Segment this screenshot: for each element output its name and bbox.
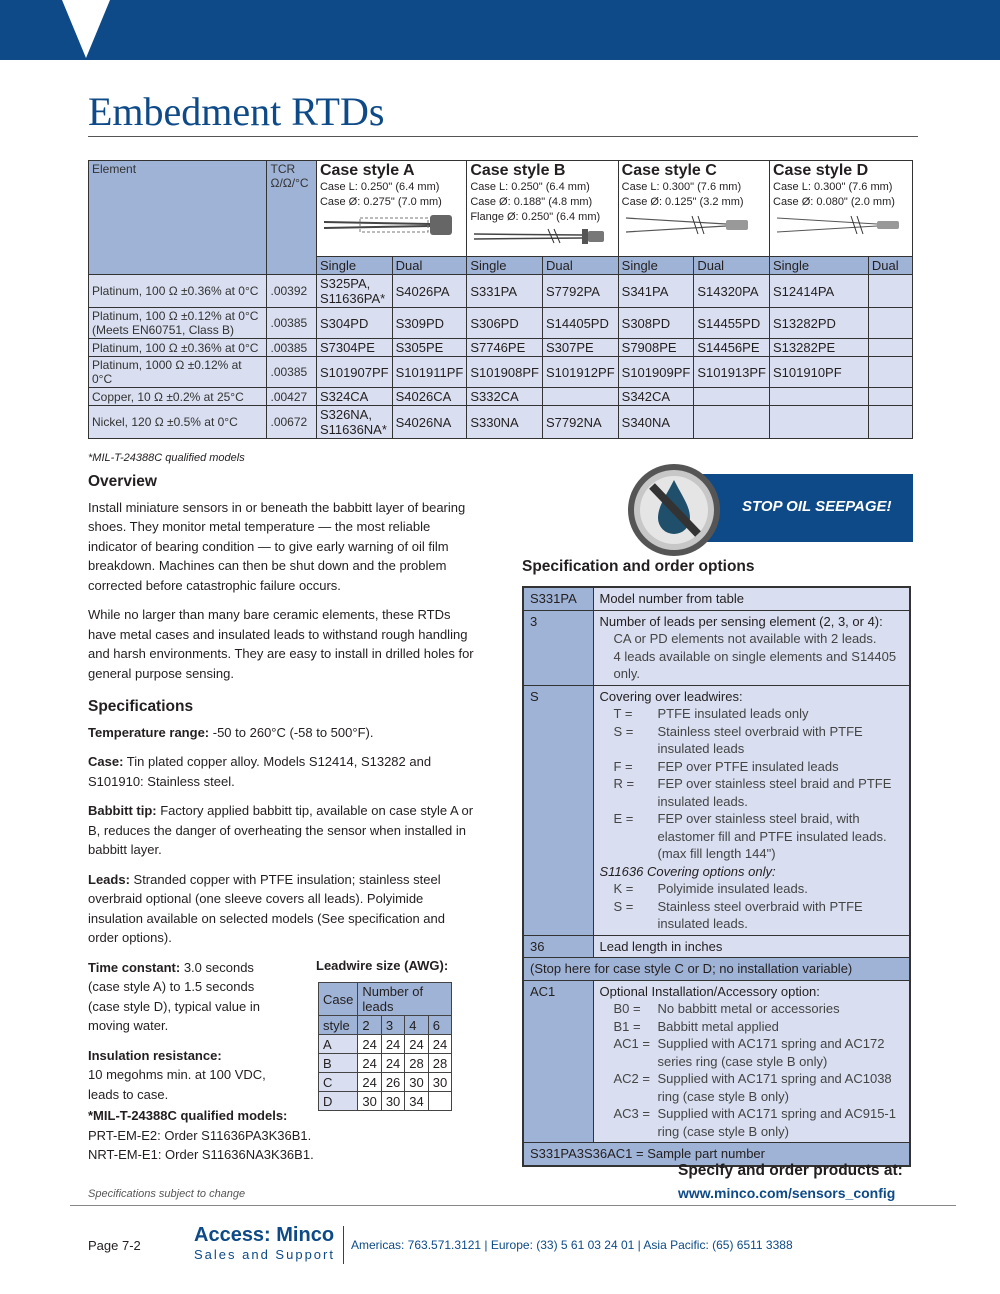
option-text: FEP over stainless steel braid and PTFE insulated leads.	[657, 776, 892, 809]
awg-value-cell: 24	[358, 1073, 381, 1092]
element-cell	[89, 339, 267, 357]
overview-paragraph-2: While no larger than many bare ceramic elements, these RTDs have metal cases and insulated leads to withstand rough handling and harsh environments. They are easy to install in drilled holes for general purpose sensing.	[88, 607, 474, 681]
temp-label: Temperature range:	[88, 724, 210, 740]
model-cell	[868, 357, 912, 388]
model-cell: S341PA	[618, 275, 694, 308]
model-code: S331PA	[523, 587, 593, 610]
model-cell: S332CA	[467, 388, 543, 406]
tcr-header	[267, 161, 316, 275]
element-header: Element	[89, 161, 267, 275]
option-code: S =	[613, 723, 634, 739]
accessory-code: AC1	[523, 980, 593, 1143]
model-cell: S304PD	[316, 308, 392, 339]
model-cell: S101913PF	[694, 357, 770, 388]
model-cell: S7908PE	[618, 339, 694, 357]
element-name: Platinum, 1000 Ω ±0.12% at 0°C	[92, 358, 242, 386]
banner-notch	[62, 0, 110, 58]
tcr-unit: Ω/Ω/°C	[270, 176, 309, 190]
leads-label: Leads:	[88, 871, 130, 887]
option-item	[600, 758, 904, 776]
tcr-cell: .00385	[267, 339, 316, 357]
awg-value-cell: 30	[358, 1092, 381, 1111]
case-c-dual-header: Dual	[694, 257, 770, 275]
awg-row	[319, 1054, 452, 1073]
tcr-label: TCR	[270, 162, 296, 176]
length-desc: Lead length in inches	[593, 935, 910, 958]
option-text: Polyimide insulated leads.	[657, 881, 808, 896]
option-code: AC1 =	[613, 1036, 650, 1051]
case-d-single-header: Single	[770, 257, 869, 275]
element-cell	[89, 357, 267, 388]
page-title: Embedment RTDs	[88, 89, 385, 134]
option-text: Babbitt metal applied	[657, 1018, 779, 1034]
case-d-sensor-image	[773, 210, 909, 240]
case-a-dual-header: Dual	[392, 257, 467, 275]
option-code: E =	[613, 811, 634, 826]
specs-subject-note: Specifications subject to change	[88, 1188, 246, 1200]
order-heading: Specify and order products at:	[678, 1162, 903, 1179]
model-cell: S101909PF	[618, 357, 694, 388]
insulation-value: 10 megohms min. at 100 VDC, leads to case.	[88, 1067, 266, 1102]
model-cell: S306PD	[467, 308, 543, 339]
option-item	[600, 775, 904, 810]
leads-option	[593, 610, 910, 685]
model-cell	[868, 388, 912, 406]
element-cell	[89, 388, 267, 406]
option-text: Stainless steel overbraid with PTFE insulated leads.	[657, 898, 863, 931]
case-c-title: Case style C	[621, 162, 717, 179]
mil-heading: *MIL-T-24388C qualified models:	[88, 1108, 288, 1123]
awg-style-cell: C	[319, 1073, 358, 1092]
babbitt-value: Factory applied babbitt tip, available on case style A or B, reduces the danger of overheating the sensor when installed in babbitt layer.	[88, 803, 474, 857]
option-item	[600, 705, 904, 723]
option-item	[600, 898, 904, 933]
tcr-cell: .00392	[267, 275, 316, 308]
awg-value-cell: 24	[381, 1035, 404, 1054]
model-cell: S101912PF	[542, 357, 618, 388]
spec-order-table	[522, 586, 911, 1167]
product-row	[89, 406, 913, 439]
leads-code: 3	[523, 610, 593, 685]
model-cell: S326NA, S11636NA*	[316, 406, 392, 439]
awg-col-2: 2	[358, 1016, 381, 1035]
insulation-label: Insulation resistance:	[88, 1047, 222, 1063]
babbitt-label: Babbitt tip:	[88, 803, 157, 818]
tcr-cell: .00672	[267, 406, 316, 439]
top-banner	[0, 0, 1000, 60]
tcr-cell: .00385	[267, 357, 316, 388]
option-item	[600, 880, 904, 898]
awg-value-cell: 30	[428, 1073, 451, 1092]
model-cell: S14320PA	[694, 275, 770, 308]
option-item	[600, 1000, 904, 1018]
case-b-flange: Flange Ø: 0.250" (6.4 mm)	[470, 211, 601, 223]
case-a-sensor-image	[320, 210, 456, 238]
model-cell	[542, 388, 618, 406]
overview-paragraph-1: Install miniature sensors in or beneath the babbitt layer of bearing shoes. They monitor metal temperature — the most reliable indicator of bearing condition — to give early warning of oil film breakdown. Machines can then be shut down and the problem corrected before catastrophic failure occurs.	[88, 499, 466, 593]
option-code: R =	[613, 776, 635, 791]
brand-tagline: Sales and Support	[194, 1247, 335, 1262]
element-name: Platinum, 100 Ω ±0.12% at 0°C	[92, 309, 259, 323]
model-cell: S14456PE	[694, 339, 770, 357]
covering-code: S	[523, 685, 593, 935]
awg-style-header: style	[319, 1016, 358, 1035]
awg-style-cell: A	[319, 1035, 358, 1054]
spec-insulation	[88, 1046, 268, 1105]
accessory-desc: Optional Installation/Accessory option:	[599, 983, 820, 999]
brand-name: Access: Minco	[194, 1224, 335, 1246]
case-a-diameter: Case Ø: 0.275" (7.0 mm)	[319, 196, 442, 208]
awg-table	[318, 982, 452, 1111]
option-text: No babbitt metal or accessories	[657, 1001, 840, 1016]
option-code: B0 =	[613, 1001, 641, 1016]
product-row	[89, 357, 913, 388]
leads-desc: Number of leads per sensing element (2, 3, or 4):	[599, 613, 883, 629]
case-value: Tin plated copper alloy. Models S12414, S13282 and S101910: Stainless steel.	[88, 754, 432, 789]
model-cell: S342CA	[618, 388, 694, 406]
product-row	[89, 275, 913, 308]
case-b-dual-header: Dual	[542, 257, 618, 275]
awg-value-cell: 24	[428, 1035, 451, 1054]
case-a-length: Case L: 0.250" (6.4 mm)	[319, 181, 440, 193]
model-cell: S340NA	[618, 406, 694, 439]
case-d-title: Case style D	[773, 162, 869, 179]
case-b-single-header: Single	[467, 257, 543, 275]
element-note: (Meets EN60751, Class B)	[92, 323, 235, 337]
awg-row	[319, 1035, 452, 1054]
case-b-header	[467, 161, 618, 257]
option-item	[600, 1018, 904, 1036]
model-cell	[694, 388, 770, 406]
awg-value-cell: 24	[405, 1035, 428, 1054]
mil-models	[88, 1106, 314, 1165]
model-cell: S101910PF	[770, 357, 869, 388]
case-d-diameter: Case Ø: 0.080" (2.0 mm)	[773, 196, 895, 208]
sample-part-number: S331PA3S36AC1 = Sample part number	[523, 1143, 910, 1166]
model-cell	[868, 275, 912, 308]
case-c-diameter: Case Ø: 0.125" (3.2 mm)	[621, 196, 744, 208]
model-cell: S7792PA	[542, 275, 618, 308]
page-number: Page 7-2	[88, 1238, 141, 1253]
mil-line-1: PRT-EM-E2: Order S11636PA3K36B1.	[88, 1127, 312, 1143]
product-row	[89, 308, 913, 339]
s11636-label: S11636 Covering options only:	[599, 863, 776, 879]
awg-value-cell: 26	[381, 1073, 404, 1092]
leads-note-2: 4 leads available on single elements and S14405 only.	[613, 648, 897, 681]
model-cell: S4026PA	[392, 275, 467, 308]
option-code: T =	[613, 706, 633, 721]
model-cell: S101911PF	[392, 357, 467, 388]
brand-logo	[194, 1224, 335, 1262]
model-cell	[868, 406, 912, 439]
option-item	[600, 810, 904, 863]
model-cell: S7746PE	[467, 339, 543, 357]
specifications-heading: Specifications	[88, 698, 194, 715]
model-cell: S330NA	[467, 406, 543, 439]
model-cell: S101907PF	[316, 357, 392, 388]
option-item	[600, 723, 904, 758]
mil-line-2: NRT-EM-E1: Order S11636NA3K36B1.	[88, 1147, 314, 1162]
case-b-sensor-image	[470, 225, 610, 247]
no-oil-drop-icon	[626, 462, 722, 558]
spec-leads	[88, 870, 476, 948]
case-d-dual-header: Dual	[868, 257, 912, 275]
covering-list	[600, 705, 904, 863]
awg-col-6: 6	[428, 1016, 451, 1035]
element-name: Nickel, 120 Ω ±0.5% at 0°C	[92, 415, 238, 429]
option-text: Supplied with AC171 spring and AC915-1 ring (case style B only)	[657, 1106, 896, 1139]
model-cell: S307PE	[542, 339, 618, 357]
option-item	[600, 1070, 904, 1105]
awg-col-3: 3	[381, 1016, 404, 1035]
model-cell: S325PA, S11636PA*	[316, 275, 392, 308]
model-cell	[868, 308, 912, 339]
awg-value-cell: 30	[381, 1092, 404, 1111]
tcr-cell: .00385	[267, 308, 316, 339]
option-text: Supplied with AC171 spring and AC172 series ring (case style B only)	[657, 1036, 885, 1069]
model-cell: S12414PA	[770, 275, 869, 308]
model-desc: Model number from table	[593, 587, 910, 610]
model-cell: S331PA	[467, 275, 543, 308]
brand-separator	[343, 1226, 344, 1264]
awg-leads-header: Number of leads	[358, 983, 452, 1016]
awg-row	[319, 1092, 452, 1111]
leads-note-1: CA or PD elements not available with 2 leads.	[613, 631, 877, 646]
awg-value-cell: 34	[405, 1092, 428, 1111]
option-item	[600, 1105, 904, 1140]
case-c-length: Case L: 0.300" (7.6 mm)	[621, 181, 742, 193]
model-cell: S14405PD	[542, 308, 618, 339]
option-code: AC3 =	[613, 1106, 650, 1121]
spec-time-constant	[88, 958, 268, 1036]
awg-value-cell: 24	[358, 1035, 381, 1054]
element-cell	[89, 275, 267, 308]
product-table	[88, 160, 913, 439]
spec-order-heading: Specification and order options	[522, 558, 755, 575]
stop-note: (Stop here for case style C or D; no installation variable)	[523, 958, 910, 981]
awg-value-cell: 24	[381, 1054, 404, 1073]
title-divider	[88, 136, 918, 137]
model-cell	[868, 339, 912, 357]
model-cell: S305PE	[392, 339, 467, 357]
awg-row	[319, 1073, 452, 1092]
option-text: FEP over stainless steel braid, with elastomer fill and PTFE insulated leads. (max fill length 144")	[657, 811, 887, 861]
model-cell	[770, 406, 869, 439]
element-name: Platinum, 100 Ω ±0.36% at 0°C	[92, 340, 259, 355]
case-c-single-header: Single	[618, 257, 694, 275]
model-cell: S14455PD	[694, 308, 770, 339]
awg-style-cell: D	[319, 1092, 358, 1111]
temp-value: -50 to 260°C (-58 to 500°F).	[209, 724, 374, 740]
awg-case-header: Case	[319, 983, 358, 1016]
spec-babbitt	[88, 801, 476, 860]
awg-value-cell: 28	[428, 1054, 451, 1073]
model-cell: S309PD	[392, 308, 467, 339]
case-a-single-header: Single	[316, 257, 392, 275]
element-cell	[89, 308, 267, 339]
option-text: FEP over PTFE insulated leads	[657, 758, 839, 774]
awg-value-cell: 28	[405, 1054, 428, 1073]
tcr-cell: .00427	[267, 388, 316, 406]
order-link[interactable]: www.minco.com/sensors_config	[678, 1185, 896, 1201]
awg-value-cell: 24	[358, 1054, 381, 1073]
product-row	[89, 339, 913, 357]
option-code: F =	[613, 758, 633, 774]
contact-numbers: Americas: 763.571.3121 | Europe: (33) 5 61 03 24 01 | Asia Pacific: (65) 6511 3388	[351, 1238, 793, 1252]
option-code: AC2 =	[613, 1071, 650, 1086]
s11636-list	[600, 880, 904, 933]
case-d-header	[770, 161, 913, 257]
covering-desc: Covering over leadwires:	[599, 688, 743, 704]
case-b-title: Case style B	[470, 162, 566, 179]
option-code: K =	[613, 881, 634, 896]
model-cell: S4026NA	[392, 406, 467, 439]
overview-heading: Overview	[88, 473, 157, 490]
option-text: PTFE insulated leads only	[657, 706, 809, 721]
model-cell: S308PD	[618, 308, 694, 339]
spec-temperature	[88, 723, 476, 743]
model-cell: S13282PD	[770, 308, 869, 339]
awg-value-cell: 30	[405, 1073, 428, 1092]
covering-option	[593, 685, 910, 935]
model-cell: S324CA	[316, 388, 392, 406]
case-c-sensor-image	[622, 210, 758, 240]
awg-col-4: 4	[405, 1016, 428, 1035]
element-name: Copper, 10 Ω ±0.2% at 25°C	[92, 389, 244, 404]
element-cell	[89, 406, 267, 439]
awg-value-cell	[428, 1092, 451, 1111]
leads-value: Stranded copper with PTFE insulation; stainless steel overbraid optional (one sleeve covers all leads). Polyimide insulation available on selected models (See specification and order options).	[88, 871, 445, 945]
accessory-list	[600, 1000, 904, 1140]
option-code: S =	[613, 898, 634, 914]
awg-style-cell: B	[319, 1054, 358, 1073]
model-cell: S7792NA	[542, 406, 618, 439]
case-b-length: Case L: 0.250" (6.4 mm)	[470, 181, 590, 193]
model-cell: S101908PF	[467, 357, 543, 388]
case-a-title: Case style A	[319, 162, 415, 179]
stop-oil-banner: STOP OIL SEEPAGE!	[700, 474, 913, 542]
accessory-option	[593, 980, 910, 1143]
time-value: 3.0 seconds (case style A) to 1.5 seconds (case style D), typical value in moving water.	[88, 959, 260, 1033]
option-code: B1 =	[613, 1018, 641, 1034]
case-a-header	[316, 161, 466, 257]
element-name: Platinum, 100 Ω ±0.36% at 0°C	[92, 284, 259, 298]
length-code: 36	[523, 935, 593, 958]
case-d-length: Case L: 0.300" (7.6 mm)	[773, 181, 893, 193]
model-cell	[694, 406, 770, 439]
model-cell	[770, 388, 869, 406]
model-cell: S7304PE	[316, 339, 392, 357]
case-label: Case:	[88, 754, 124, 769]
option-text: Supplied with AC171 spring and AC1038 ring (case style B only)	[657, 1071, 892, 1104]
time-label: Time constant:	[88, 959, 181, 975]
case-c-header	[618, 161, 769, 257]
option-item	[600, 1035, 904, 1070]
awg-label: Leadwire size (AWG):	[316, 958, 449, 973]
model-cell: S13282PE	[770, 339, 869, 357]
mil-footnote: *MIL-T-24388C qualified models	[88, 452, 245, 464]
spec-case	[88, 752, 476, 791]
option-text: Stainless steel overbraid with PTFE insulated leads	[657, 723, 863, 756]
product-row	[89, 388, 913, 406]
case-b-diameter: Case Ø: 0.188" (4.8 mm)	[470, 196, 593, 208]
model-cell: S4026CA	[392, 388, 467, 406]
footer-divider	[70, 1205, 956, 1206]
